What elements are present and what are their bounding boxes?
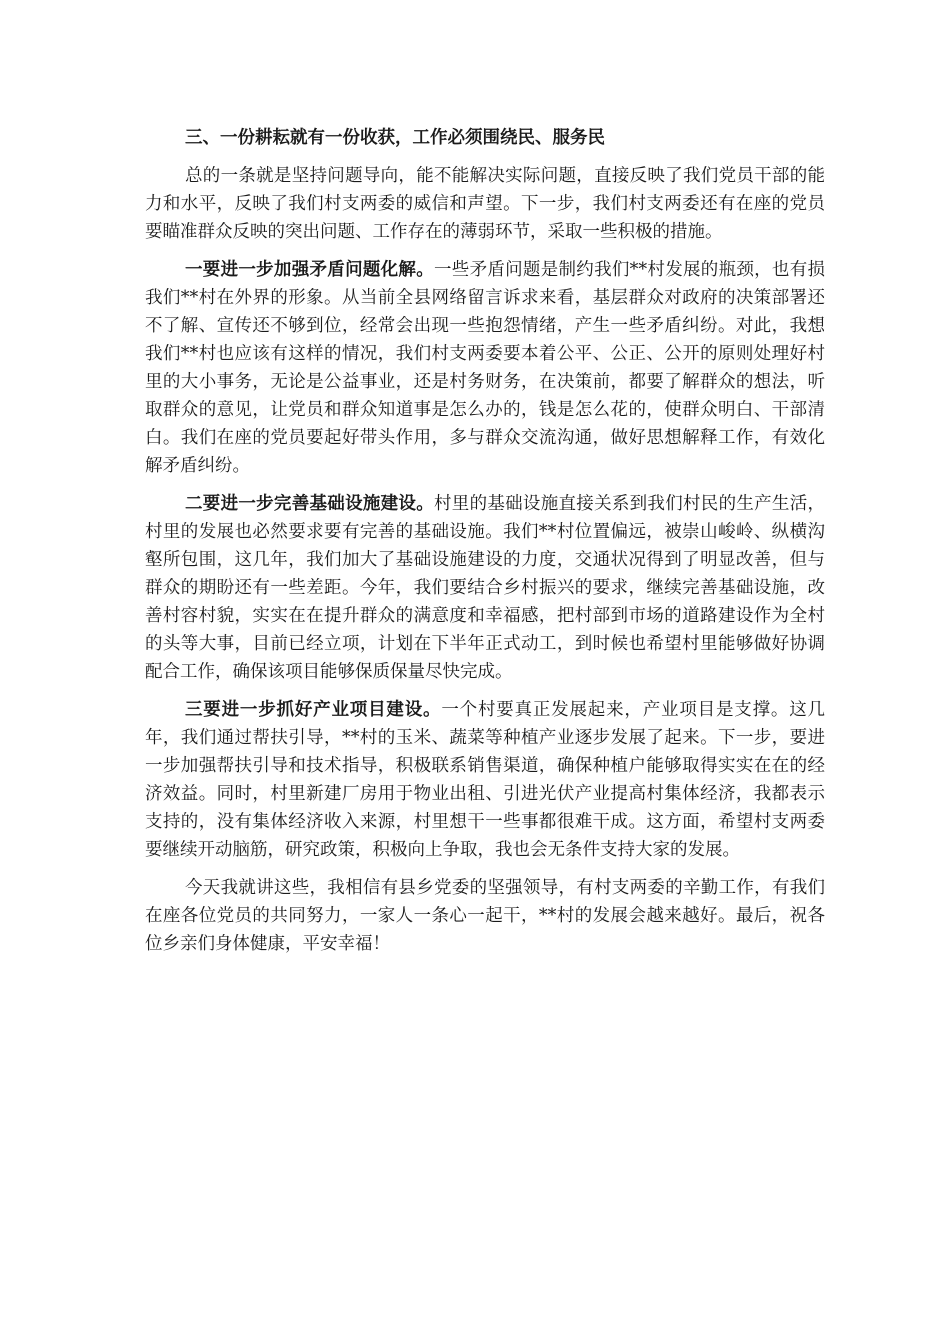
- paragraph-lead: 一要进一步加强矛盾问题化解。: [185, 260, 434, 280]
- paragraph-industry: [145, 696, 825, 864]
- paragraph-lead: 三要进一步抓好产业项目建设。: [185, 700, 442, 720]
- paragraph-conflict-resolution: [145, 256, 825, 480]
- document-page: [145, 122, 825, 968]
- paragraph-closing: [145, 874, 825, 958]
- section-heading: 三、一份耕耘就有一份收获，工作必须围绕民、服务民: [185, 128, 605, 148]
- paragraph-text: 一个村要真正发展起来，产业项目是支撑。这几年，我们通过帮扶引导，**村的玉米、蔬菜等种植产业逐步发展了起来。下一步，要进一步加强帮扶引导和技术指导，积极联系销售渠道，确保种植户能够取得实实在在的经济效益。同时，村里新建厂房用于物业出租、引进光伏产业提高村集体经济，我都表示支持的，没有集体经济收入来源，村里想干一些事都很难干成。这方面，希望村支两委要继续开动脑筋，研究政策，积极向上争取，我也会无条件支持大家的发展。: [145, 700, 826, 860]
- paragraph-text: 今天我就讲这些，我相信有县乡党委的坚强领导，有村支两委的辛勤工作，有我们在座各位党员的共同努力，一家人一条心一起干，**村的发展会越来越好。最后，祝各位乡亲们身体健康，平安幸福！: [145, 878, 825, 954]
- paragraph-lead: 二要进一步完善基础设施建设。: [185, 494, 434, 514]
- paragraph-infrastructure: [145, 490, 825, 686]
- paragraph-text: 总的一条就是坚持问题导向，能不能解决实际问题，直接反映了我们党员干部的能力和水平，反映了我们村支两委的威信和声望。下一步，我们村支两委还有在座的党员要瞄准群众反映的突出问题、工作存在的薄弱环节，采取一些积极的措施。: [145, 166, 825, 242]
- paragraph-intro: [145, 162, 825, 246]
- paragraph-text: 一些矛盾问题是制约我们**村发展的瓶颈，也有损我们**村在外界的形象。从当前全县网络留言诉求来看，基层群众对政府的决策部署还不了解、宣传还不够到位，经常会出现一些抱怨情绪，产生一些矛盾纠纷。对此，我想我们**村也应该有这样的情况，我们村支两委要本着公平、公正、公开的原则处理好村里的大小事务，无论是公益事业，还是村务财务，在决策前，都要了解群众的想法，听取群众的意见，让党员和群众知道事是怎么办的，钱是怎么花的，使群众明白、干部清白。我们在座的党员要起好带头作用，多与群众交流沟通，做好思想解释工作，有效化解矛盾纠纷。: [145, 260, 825, 476]
- paragraph-text: 村里的基础设施直接关系到我们村民的生产生活，村里的发展也必然要求要有完善的基础设施。我们**村位置偏远，被崇山峻岭、纵横沟壑所包围，这几年，我们加大了基础设施建设的力度，交通状况得到了明显改善，但与群众的期盼还有一些差距。今年，我们要结合乡村振兴的要求，继续完善基础设施，改善村容村貌，实实在在提升群众的满意度和幸福感，把村部到市场的道路建设作为全村的头等大事，目前已经立项，计划在下半年正式动工，到时候也希望村里能够做好协调配合工作，确保该项目能够保质保量尽快完成。: [145, 494, 825, 682]
